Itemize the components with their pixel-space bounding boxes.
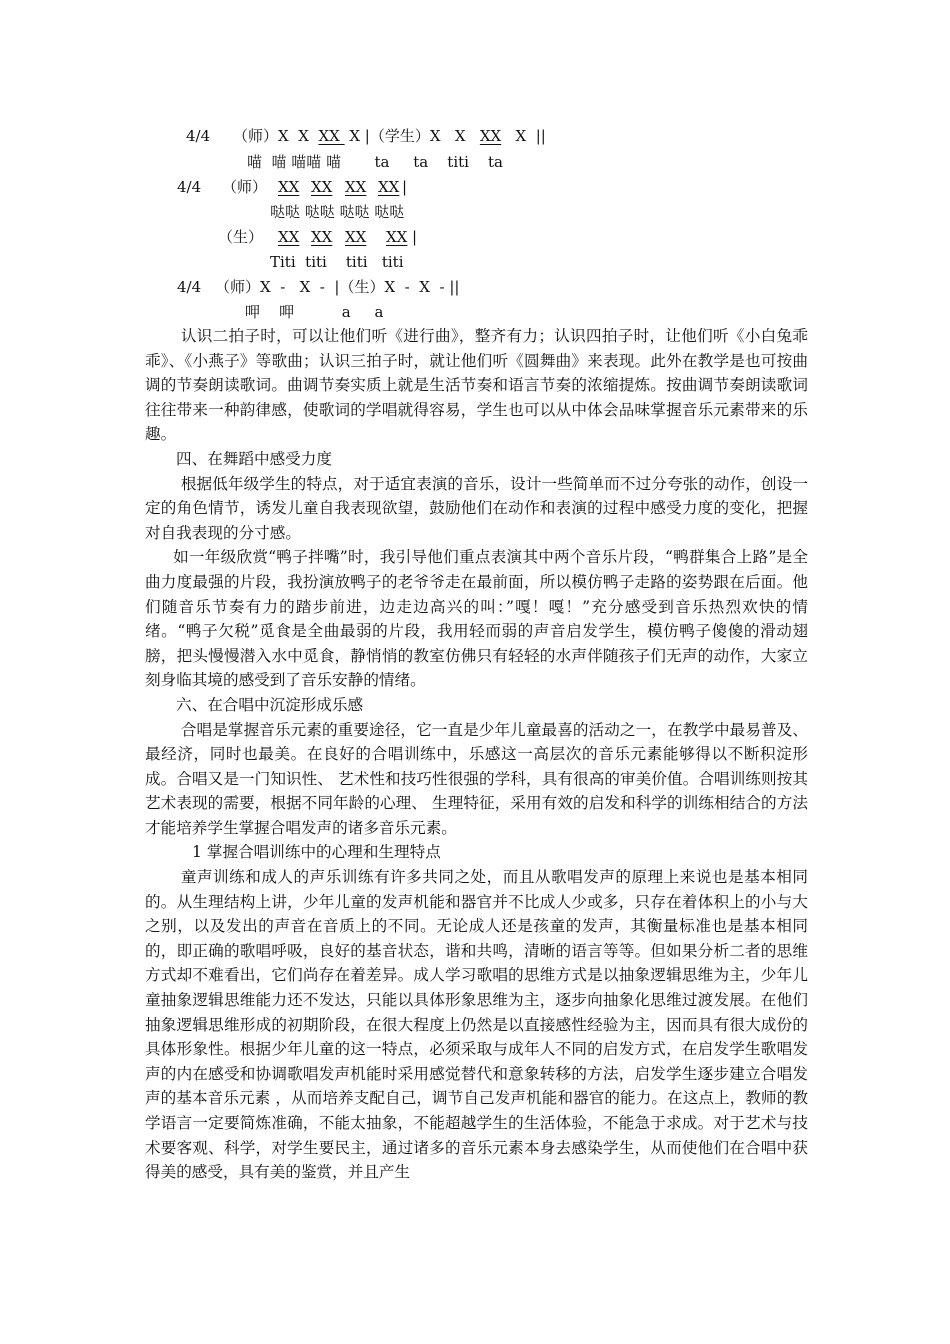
meter-label: 4/4 (186, 127, 211, 145)
meter-label: 4/4 (177, 178, 202, 196)
body-text (145, 324, 808, 1185)
meter-label: 4/4 (177, 278, 202, 296)
rhythm-line-3: （生） XX XX XX XX | (218, 228, 418, 246)
paragraph: 如一年级欣赏“鸭子拌嘴”时，我引导他们重点表演其中两个音乐片段，“鸭群集合上路”是全曲力度最强的片段，我扮演放鸭子的老爷爷走在最前面，所以模仿鸭子走路的姿势跟在后面。他们随音乐节奏有力的踏步前进，边走边高兴的叫：”嘎！嘎！”充分感受到音乐热烈欢快的情绪。“鸭子欠税”觅食是全曲最弱的片段，我用轻而弱的声音启发学生，模仿鸭子傻傻的滑动翅膀，把头慢慢潜入水中觅食，静悄悄的教室仿佛只有轻轻的水声伴随孩子们无声的动作，大家立刻身临其境的感受到了音乐安静的情绪。 (145, 548, 808, 690)
paragraph: 根据低年级学生的特点，对于适宜表演的音乐，设计一些简单而不过分夸张的动作，创设一定的角色情节，诱发儿童自我表现欲望，鼓励他们在动作和表演的过程中感受力度的变化，把握对自我表现的分寸感。 (145, 474, 808, 542)
paragraph: 合唱是掌握音乐元素的重要途径，它一直是少年儿童最喜的活动之一，在教学中最易普及、最经济，同时也最美。在良好的合唱训练中，乐感这一高层次的音乐元素能够得以不断积淀形成。合唱又是一门知识性、 艺术性和技巧性很强的学科，具有很高的审美价值。合唱训练则按其艺术表现的需要，根据不同年龄的心理、 生理特征，采用有效的启发和科学的训练相结合的方法才能培养学生掌握合唱发声的诸多音乐元素。 (145, 720, 808, 837)
rhythm-line-4: 4/4 （师）X - X - |（生）X - X - || (0, 274, 950, 300)
rhythm-line-2: 4/4 （师） XX XX XX XX | (0, 174, 950, 200)
paragraph: 认识二拍子时，可以让他们听《进行曲》，整齐有力；认识四拍子时，让他们听《小白兔乖乖》、《小燕子》等歌曲；认识三拍子时，就让他们听《圆舞曲》来表现。此外在教学是也可按曲调的节奏朗读歌词。曲调节奏实质上就是生活节奏和语言节奏的浓缩提炼。按曲调节奏朗读歌词往往带来一种韵律感，使歌词的学唱就得容易，学生也可以从中体会品味掌握音乐元素带来的乐趣。 (145, 327, 808, 444)
section-heading: 六、在合唱中沉淀形成乐感 (176, 695, 364, 714)
syllable-line-1: 喵 喵 喵喵 喵 ta ta titi ta (247, 153, 503, 171)
syllable-line-2: 哒哒 哒哒 哒哒 哒哒 (270, 203, 405, 221)
syllable-line-3: Titi titi titi titi (270, 253, 404, 271)
section-heading: 四、在舞蹈中感受力度 (176, 449, 332, 468)
paragraph: 童声训练和成人的声乐训练有许多共同之处，而且从歌唱发声的原理上来说也是基本相同的。从生理结构上讲，少年儿童的发声机能和器官并不比成人少或多，只存在着体积上的小与大之别，以及发出的声音在音质上的不同。无论成人还是孩童的发声，其衡量标准也是基本相同的，即正确的歌唱呼吸，良好的基音状态，谐和共鸣，清晰的语言等等。但如果分析二者的思维方式却不难看出，它们尚存在着差异。成人学习歌唱的思维方式是以抽象逻辑思维为主，少年儿童抽象逻辑思维能力还不发达，只能以具体形象思维为主，逐步向抽象化思维过渡发展。在他们抽象逻辑思维形成的初期阶段，在很大程度上仍然是以直接感性经验为主，因而具有很大成份的具体形象性。根据少年儿童的这一特点，必须采取与成年人不同的启发方式，在启发学生歌唱发声的内在感受和协调歌唱发声机能时采用感觉替代和意象转移的方法，启发学生逐步建立合唱发声的基本音乐元素 ，从而培养支配自己，调节自己发声机能和器官的能力。在这点上，教师的教学语言一定要简炼准确，不能太抽象，不能超越学生的生活体验，不能急于求成。对于艺术与技术要客观、科学，对学生要民主，通过诸多的音乐元素本身去感染学生，从而使他们在合唱中获得美的感受，具有美的鉴赏，并且产生 (145, 868, 808, 1182)
rhythm-line-1-body: （师）X X XX X |（学生）X X XX X || (233, 127, 546, 145)
subsection-heading: 1 掌握合唱训练中的心理和生理特点 (192, 843, 441, 862)
rhythm-line-1 (0, 123, 950, 149)
syllable-line-4: 呷 呷 a a (245, 303, 384, 321)
